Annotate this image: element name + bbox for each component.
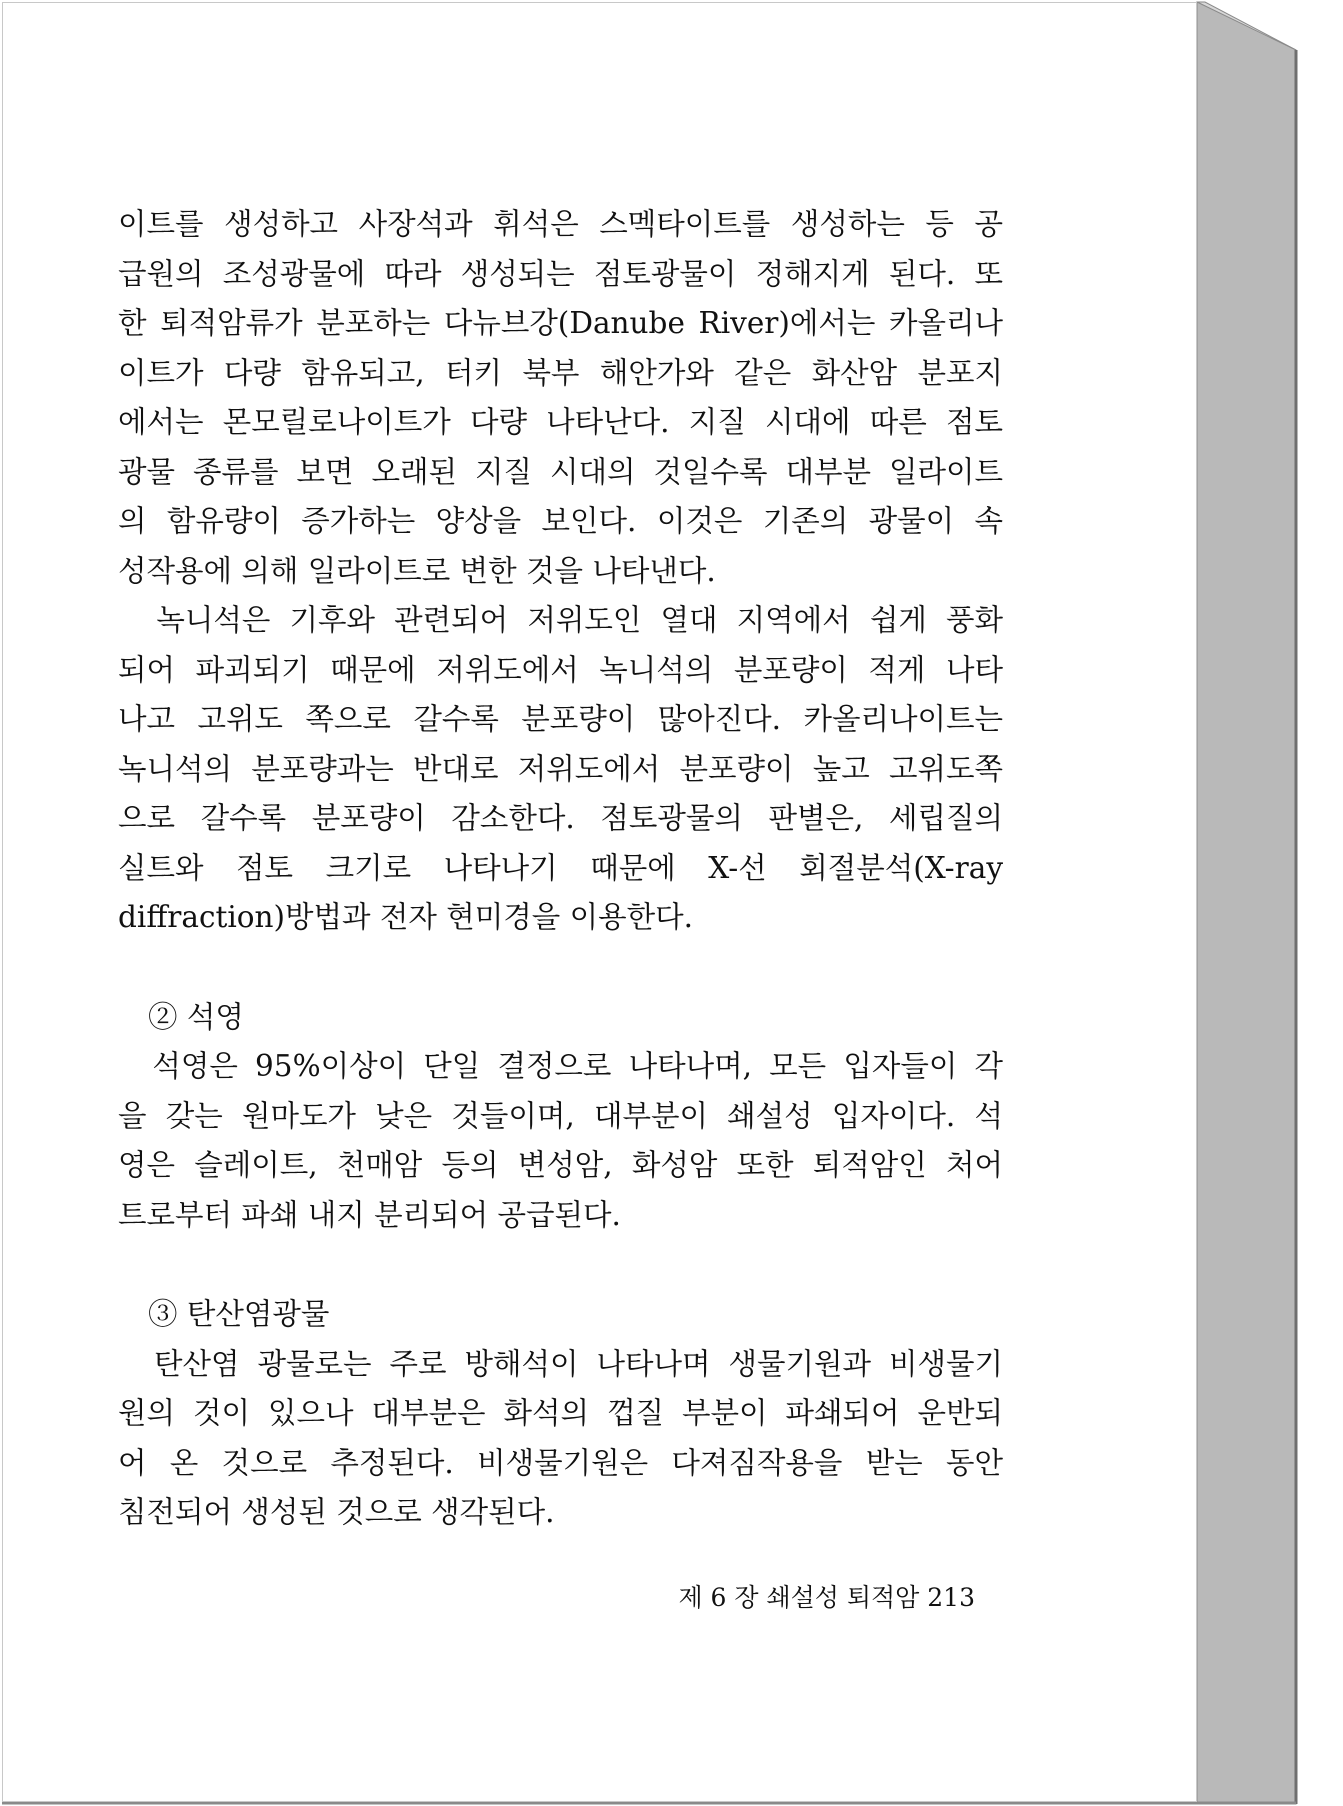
text-line: 어 온 것으로 추정된다. 비생물기원은 다져짐작용을 받는 동안: [118, 1445, 1003, 1480]
text-line: 되어 파괴되기 때문에 저위도에서 녹니석의 분포량이 적게 나타: [118, 652, 1003, 687]
text-line: 탄산염 광물로는 주로 방해석이 나타나며 생물기원과 비생물기: [118, 1346, 1003, 1381]
section-heading: ③ 탄산염광물: [148, 1297, 330, 1331]
text-line: 침전되어 생성된 것으로 생각된다.: [118, 1495, 555, 1529]
text-line: diffraction)방법과 전자 현미경을 이용한다.: [118, 900, 694, 934]
section-gap: [118, 1240, 1003, 1290]
text-line: 실트와 점토 크기로 나타나기 때문에 X-선 회절분석(X-ray: [118, 850, 1003, 885]
text-line: 으로 갈수록 분포량이 감소한다. 점토광물의 판별은, 세립질의: [118, 801, 1003, 835]
spine-side: [1197, 2, 1296, 1804]
text-line: 녹니석의 분포량과는 반대로 저위도에서 분포량이 높고 고위도쪽: [118, 751, 1003, 786]
text-line: 성작용에 의해 일라이트로 변한 것을 나타낸다.: [118, 553, 716, 588]
text-line: 영은 슬레이트, 천매암 등의 변성암, 화성암 또한 퇴적암인 처어: [118, 1148, 1003, 1182]
section-heading: ② 석영: [148, 999, 244, 1034]
text-line: 이트를 생성하고 사장석과 휘석은 스멕타이트를 생성하는 등 공: [118, 207, 1003, 241]
text-line: 나고 고위도 쪽으로 갈수록 분포량이 많아진다. 카올리나이트는: [118, 702, 1003, 736]
text-line: 원의 것이 있으나 대부분은 화석의 껍질 부분이 파쇄되어 운반되: [118, 1396, 1003, 1430]
text-line: 트로부터 파쇄 내지 분리되어 공급된다.: [118, 1197, 621, 1232]
text-line: 광물 종류를 보면 오래된 지질 시대의 것일수록 대부분 일라이트: [118, 454, 1003, 489]
paragraph-chlorite: [118, 596, 1003, 943]
page-footer-text: 제 6 장 쇄설성 퇴적암 213: [678, 1583, 975, 1612]
body-text: [118, 200, 1003, 1538]
text-line: 에서는 몬모릴로나이트가 다량 나타난다. 지질 시대에 따른 점토: [118, 405, 1003, 439]
section-gap: [118, 943, 1003, 993]
running-footer: [620, 1578, 975, 1614]
text-line: 을 갖는 원마도가 낮은 것들이며, 대부분이 쇄설성 입자이다. 석: [118, 1098, 1003, 1133]
text-line: 급원의 조성광물에 따라 생성되는 점토광물이 정해지게 된다. 또: [118, 256, 1003, 291]
section-carbonate: [118, 1290, 1003, 1538]
text-line: 이트가 다량 함유되고, 터키 북부 해안가와 같은 화산암 분포지: [118, 355, 1003, 390]
text-line: 한 퇴적암류가 분포하는 다뉴브강(Danube River)에서는 카올리나: [118, 306, 1003, 340]
text-line: 석영은 95%이상이 단일 결정으로 나타나며, 모든 입자들이 각: [118, 1049, 1003, 1083]
paragraph-clay-minerals: [118, 200, 1003, 596]
section-quartz: [118, 993, 1003, 1241]
text-line: 의 함유량이 증가하는 양상을 보인다. 이것은 기존의 광물이 속: [118, 504, 1003, 538]
text-line: 녹니석은 기후와 관련되어 저위도인 열대 지역에서 쉽게 풍화: [118, 603, 1003, 637]
